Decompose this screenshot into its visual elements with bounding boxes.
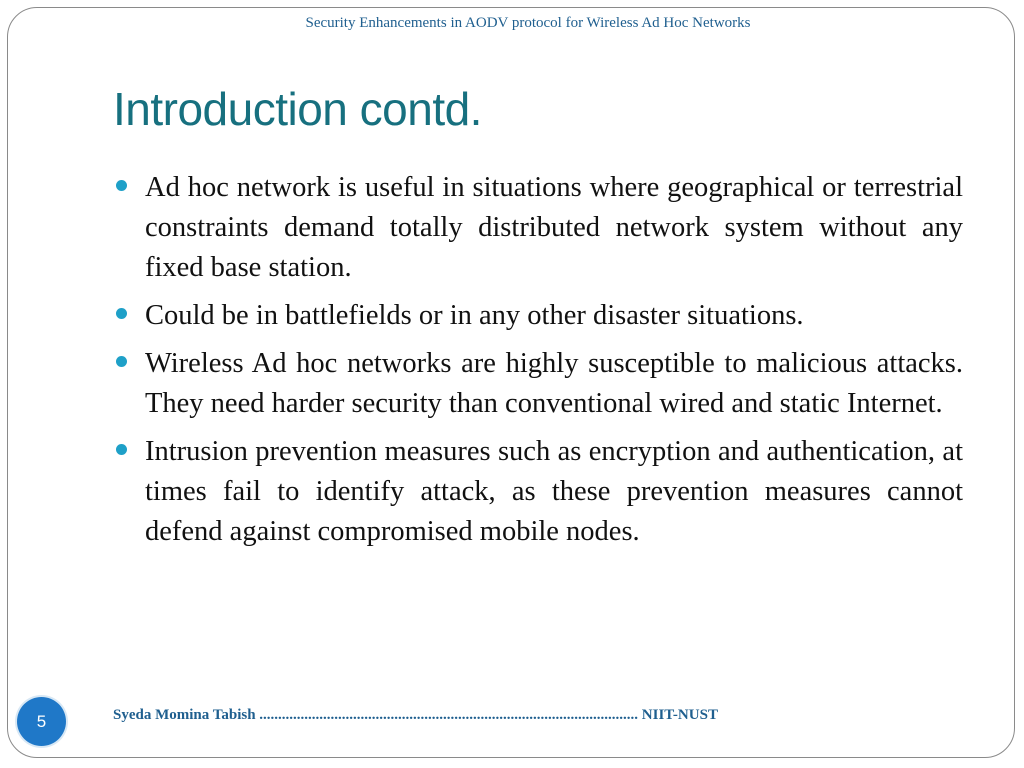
bullet-text: Intrusion prevention measures such as encryption and authentication, at times fail to identify attack, as these prevention measures cannot defend against compromised mobile nodes. — [145, 436, 963, 547]
bullet-dot-icon — [116, 444, 127, 455]
bullet-dot-icon — [116, 356, 127, 367]
bullet-item — [113, 344, 963, 424]
slide-title: Introduction contd. — [113, 83, 482, 135]
bullet-list — [113, 168, 963, 560]
page-number-badge: 5 — [17, 697, 66, 746]
bullet-item — [113, 168, 963, 288]
bullet-text: Could be in battlefields or in any other disaster situations. — [145, 300, 804, 331]
bullet-item — [113, 296, 963, 336]
bullet-text: Ad hoc network is useful in situations where geographical or terrestrial constraints demand totally distributed network system without any fixed base station. — [145, 172, 963, 283]
slide-header: Security Enhancements in AODV protocol for Wireless Ad Hoc Networks — [305, 15, 751, 31]
bullet-dot-icon — [116, 180, 127, 191]
slide-footer: Syeda Momina Tabish ..................................................................................................... NIIT-NUST — [113, 707, 718, 723]
bullet-item — [113, 432, 963, 552]
bullet-dot-icon — [116, 308, 127, 319]
bullet-text: Wireless Ad hoc networks are highly susceptible to malicious attacks. They need harder security than conventional wired and static Internet. — [145, 348, 963, 419]
